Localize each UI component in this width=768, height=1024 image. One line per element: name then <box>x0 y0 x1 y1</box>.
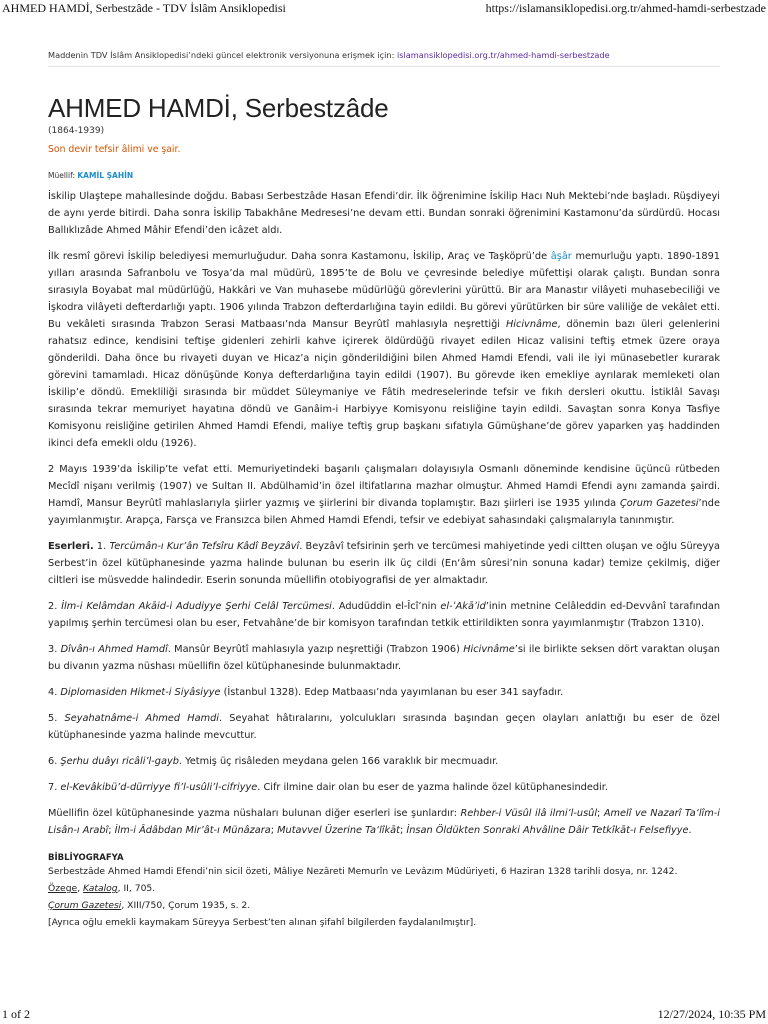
article-years: (1864-1939) <box>48 126 105 136</box>
print-url: https://islamansiklopedisi.org.tr/ahmed-hamdi-serbestzade <box>485 1 766 15</box>
author-name-link[interactable]: KAMİL ŞAHİN <box>77 171 134 180</box>
works-heading: Eserleri. <box>48 541 94 552</box>
print-page-title: AHMED HAMDİ, Serbestzâde - TDV İslâm Ansiklopedisi <box>2 1 286 15</box>
katalog-link[interactable]: Katalog <box>83 883 118 894</box>
work-item-3: 3. Dîvân-ı Ahmed Hamdî. Mansûr Beyrûtî mahlasıyla yazıp neşrettiği (Trabzon 1906) Hicivnâme’si ile birlikte seksen dört varaktan oluşan bu divanın yazma nüshası müellifin özel kütüphanesinde bulunmaktadır. <box>48 644 720 672</box>
work-item-5: 5. Seyahatnâme-i Ahmed Hamdi. Seyahat hâtıralarını, yolculukları sırasında başından geçen olayları anlattığı bu eser de özel kütüphanesinde yazma halinde mevcuttur. <box>48 713 720 741</box>
ozege-link[interactable]: Özege <box>48 883 78 894</box>
asar-link[interactable]: âşâr <box>550 251 572 262</box>
author-line <box>48 171 720 180</box>
bibliography-item: Serbestzâde Ahmed Hamdi Efendi’nin sicil özeti, Mâliye Nezâreti Memurîn ve Levâzım Müdüriyeti, 6 Haziran 1328 tarihli dosya, nr. 1242. <box>48 866 678 877</box>
work-item-2: 2. İlm-i Kelâmdan Akāid-i Adudiyye Şerhi Celâl Tercümesi. Adudüddin el-Îcî’nin el-ʿAkāʾid’inin metnine Celâleddin ed-Devvânî tarafından yapılmış şerhin tercümesi olan bu eser, Fetvahâne’de bir komisyon tarafından tetkik ettirildikten sonra yayımlanmıştır (Trabzon 1310). <box>48 601 720 629</box>
paragraph-death: 2 Mayıs 1939’da İskilip’te vefat etti. Memuriyetindeki başarılı çalışmaları dolayısıyla Osmanlı döneminde kendisine üçüncü rütbeden Mecîdî nişanı verilmiş (1907) ve Sultan II. Abdülhamid’in özel iltifatlarına mazhar olmuştur. Ahmed Hamdi Efendi aynı zamanda şairdi. Hamdî, Mansur Beyrûtî mahlaslarıyla şiirler yazmış ve şiirlerini bir divanda toplamıştır. Bazı şiirleri ise 1935 yılında Çorum Gazetesi’nde yayımlanmıştır. Arapça, Farsça ve Fransızca bilen Ahmed Hamdi Efendi, tefsir ve edebiyat sahasındaki çalışmalarıyla tanınmıştır. <box>48 464 720 526</box>
bibliography-item: Çorum Gazetesi, XIII/750, Çorum 1935, s. 2. <box>48 900 251 911</box>
work-item-6: 6. Şerhu duâyı ricâli’l-gayb. Yetmiş üç risâleden meydana gelen 166 varaklık bir mecmuadır. <box>48 756 499 767</box>
article-content <box>48 50 720 931</box>
other-works: Müellifin özel kütüphanesinde yazma nüshaları bulunan diğer eserleri ise şunlardır: Rehber-i Vüsûl ilâ ilmi’l-usûl; Amelî ve Nazarî Ta‘lîm-i Lisân-ı Arabî; İlm-i Âdâbdan Mir’ât-ı Münâzara; Mutavvel Üzerine Ta‘lîkāt; İnsan Öldükten Sonraki Ahvâline Dâir Tetkîkāt-ı Felsefiyye. <box>48 808 720 836</box>
print-datetime: 12/27/2024, 10:35 PM <box>657 1007 766 1021</box>
print-footer <box>0 1006 768 1024</box>
paragraph-career: İlk resmî görevi İskilip belediyesi memurluğudur. Daha sonra Kastamonu, İskilip, Araç ve Taşköprü’de âşâr memurluğu yaptı. 1890-1891 yılları arasında Safranbolu ve Tosya’da mal müdürü, 1895’te de Bolu ve çevresinde belediye müfettişi olarak çalıştı. Bundan sonra sırasıyla Boyabat mal müdürlüğü, Hakkâri ve Van muhasebe müdürlüğü görevlerini yürüttü. Bir ara Manastır vilâyeti muhasebeciliği ve İşkodra vilâyeti defterdarlığı yaptı. 1906 yılında Trabzon defterdarlığına tayin edildi. Bu görevi yürütürken bir süre valiliğe de vekâlet etti. Bu vekâleti sırasında Trabzon Serasi Matbaası’nda Mansur Beyrûtî mahlasıyla neşrettiği Hicivnâme, dönemin bazı üleri gelenlerini rahatsız edince, kendisini teftişe gidenleri zehirli kahve içirerek öldürdüğü rivayet edilen Hicaz valisini teftiş etmek üzere oraya gönderildi. Daha önce bu rivayeti duyan ve Hicaz’a niçin gönderildiğini bilen Ahmed Hamdi Efendi, vali ile iyi münasebetler kurarak görevini tamamladı. Hicaz dönüşünde Konya defterdarlığına tayin edildi (1907). Bu görevde iken emekliye ayrılarak memleketi olan İskilip’e döndü. Emekliliği sırasında bir müddet Süleymaniye ve Fâtih medreselerinde tefsir ve fıkıh dersleri okuttu. İstiklâl Savaşı sırasında tekrar memuriyet hayatına döndü ve Ganâim-i Harbiyye Komisyonu reisliğine tayin edildi. Savaştan sonra Konya Tasfiye Komisyonu reisliğine getirilen Ahmed Hamdi Efendi, maliye teftiş grup başkanı sıfatıyla Gümüşhane’de görev yaparken yaş haddinden ikinci defa emekli oldu (1926). <box>48 251 720 449</box>
page-count: 1 of 2 <box>2 1007 30 1021</box>
work-item-4: 4. Diplomasiden Hikmet-i Siyâsiyye (İstanbul 1328). Edep Matbaası’nda yayımlanan bu eser 341 sayfadır. <box>48 687 564 698</box>
access-note-text: Maddenin TDV İslâm Ansiklopedisi’ndeki güncel elektronik versiyonuna erişmek için: <box>48 50 397 60</box>
bibliography-heading: BİBLİYOGRAFYA <box>48 853 124 863</box>
bibliography-item: [Ayrıca oğlu emekli kaymakam Süreyya Serbest’ten alınan şifahî bilgilerden faydalanılmıştır]. <box>48 917 477 928</box>
article-summary: Son devir tefsir âlimi ve şair. <box>48 144 181 155</box>
work-item-7: 7. el-Kevâkibü’d-dürriyye fi’l-usûli’l-cifriyye. Cifr ilmine dair olan bu eser de yazma halinde özel kütüphanesindedir. <box>48 782 608 793</box>
article-link[interactable]: islamansiklopedisi.org.tr/ahmed-hamdi-serbestzade <box>396 50 610 60</box>
article-title: AHMED HAMDİ, Serbestzâde <box>48 93 389 123</box>
bibliography-item: Özege, Katalog, II, 705. <box>48 883 156 894</box>
paragraph-early-life: İskilip Ulaştepe mahallesinde doğdu. Babası Serbestzâde Hasan Efendi’dir. İlk öğrenimine İskilip Hacı Nuh Mektebi’nde başladı. Rüşdiyeyi de aynı yerde bitirdi. Daha sonra İskilip Tabakhâne Medresesi’ne devam etti. Bundan sonraki öğrenimini Kastamonu’da sürdürdü. Hocası Ballıklızâde Ahmed Mâhir Efendi’den icâzet aldı. <box>48 191 720 236</box>
corum-gazetesi-link[interactable]: Çorum Gazetesi <box>48 900 122 911</box>
work-item-1: Eserleri. 1. Tercümân-ı Kur’ân Tefsîru Kâdî Beyzâvî. Beyzâvî tefsirinin şerh ve tercümesi mahiyetinde yedi ciltten oluşan ve oğlu Süreyya Serbest’in özel kütüphanesinde yazma halinde bulunan bu eserin ilk üç cildi (En‘âm sûresi’nin sonuna kadar) temize çekilmiş, diğer ciltleri ise müsvedde halindedir. Eserin sonunda müellifin otobiyografisi de yer almaktadır. <box>48 541 720 586</box>
access-note <box>48 50 720 67</box>
author-label: Müellif: <box>48 171 78 180</box>
print-header <box>0 0 768 18</box>
